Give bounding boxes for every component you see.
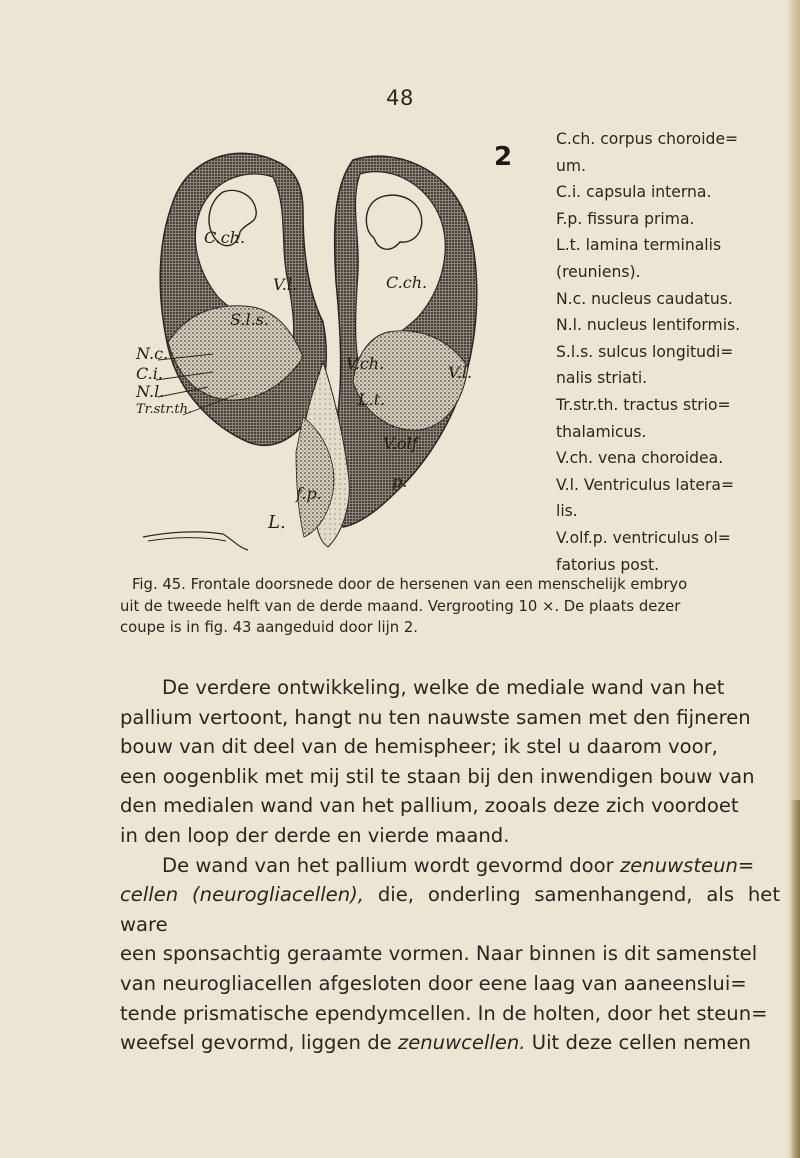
paragraph-line: [120, 880, 780, 939]
label-nl: N.l.: [136, 382, 165, 401]
figure-number: 2: [494, 142, 513, 172]
legend-item-cont: thalamicus.: [556, 422, 647, 441]
label-vl-right: V.l.: [448, 363, 473, 382]
paragraph-line: De verdere ontwikkeling, welke de mediale wand van het: [162, 676, 725, 699]
legend-item: V.l. Ventriculus latera=: [556, 475, 735, 494]
label-trstrth: Tr.str.th.: [136, 402, 193, 417]
label-sls: S.l.s.: [230, 310, 269, 329]
legend-item-cont: lis.: [556, 502, 578, 521]
legend-item: C.ch. corpus choroide=: [556, 130, 739, 148]
figure-brain-section: [128, 132, 523, 567]
legend-item-cont: (reuniens).: [556, 262, 641, 281]
label-nc: N.c.: [136, 344, 169, 363]
legend-item-cont: nalis striati.: [556, 369, 648, 388]
text-run: De wand van het pallium wordt gevormd door: [162, 853, 620, 877]
paragraph-line: pallium vertoont, hangt nu ten nauwste samen met den fijneren: [120, 705, 751, 729]
label-vch: V.ch.: [346, 354, 385, 373]
figure-legend: [556, 126, 781, 578]
caption-line: uit de tweede helft van de derde maand. Vergrooting 10 ×. De plaats dezer: [120, 597, 681, 615]
label-vl-left: V.l.: [273, 275, 298, 294]
emphasis-term: cellen (neurogliacellen),: [120, 883, 364, 907]
paragraph-line: den medialen wand van het pallium, zooals deze zich voordoet: [120, 794, 739, 818]
page-number: 48: [386, 86, 414, 110]
text-run: Uit deze cellen nemen: [525, 1031, 751, 1055]
paragraph-line: [120, 851, 780, 881]
label-cch-left: C.ch.: [204, 228, 246, 247]
legend-item: F.p. fissura prima.: [556, 209, 695, 228]
label-lt-small: L.t.: [358, 390, 386, 409]
paragraph-line: in den loop der derde en vierde maand.: [120, 823, 510, 847]
paragraph-line: bouw van dit deel van de hemispheer; ik stel u daarom voor,: [120, 735, 718, 759]
page-edge-stain: [790, 800, 800, 1158]
paragraph-line: tende prismatische ependymcellen. In de holten, door het steun=: [120, 1001, 768, 1025]
emphasis-term: zenuwcellen.: [397, 1031, 526, 1055]
lamina-line-lower: [148, 538, 226, 541]
lamina-line: [143, 532, 248, 550]
emphasis-term: zenuwsteun=: [619, 853, 755, 877]
paragraph-line: van neurogliacellen afgesloten door eene laag van aaneenslui=: [120, 971, 747, 995]
paragraph-line: een sponsachtig geraamte vormen. Naar binnen is dit samenstel: [120, 942, 758, 966]
legend-item: V.ch. vena choroidea.: [556, 449, 724, 468]
text-run: die, onderling samenhangend, als het ware: [120, 883, 781, 936]
paragraph-line: [120, 1028, 780, 1058]
legend-item: Tr.str.th. tractus strio=: [556, 395, 731, 414]
label-fp: f.p.: [296, 484, 322, 503]
legend-item: L.t. lamina terminalis: [556, 236, 722, 255]
label-ci: C.i.: [136, 364, 163, 383]
legend-item: S.l.s. sulcus longitudi=: [556, 342, 734, 361]
legend-item: N.l. nucleus lentiformis.: [556, 316, 741, 335]
paragraph-line: een oogenblik met mij stil te staan bij den inwendigen bouw van: [120, 764, 755, 788]
text-run: weefsel gevormd, liggen de: [120, 1031, 398, 1055]
legend-item-cont: um.: [556, 156, 587, 175]
legend-item: N.c. nucleus caudatus.: [556, 289, 733, 308]
legend-item: C.i. capsula interna.: [556, 183, 712, 202]
legend-item: V.olf.p. ventriculus ol=: [556, 528, 731, 547]
caption-line: Fig. 45. Frontale doorsnede door de hersenen van een menschelijk embryo: [132, 576, 688, 593]
label-L: L.: [268, 512, 286, 533]
brain-section-illustration: [128, 132, 523, 567]
caption-line: coupe is in fig. 43 aangeduid door lijn 2.: [120, 619, 418, 636]
label-p: p.: [392, 472, 408, 491]
legend-item-cont: fatorius post.: [556, 555, 660, 574]
body-text: [120, 673, 780, 1058]
label-volf: V.olf.: [383, 434, 423, 453]
figure-caption: [120, 574, 780, 639]
label-cch-right: C.ch.: [386, 273, 428, 292]
